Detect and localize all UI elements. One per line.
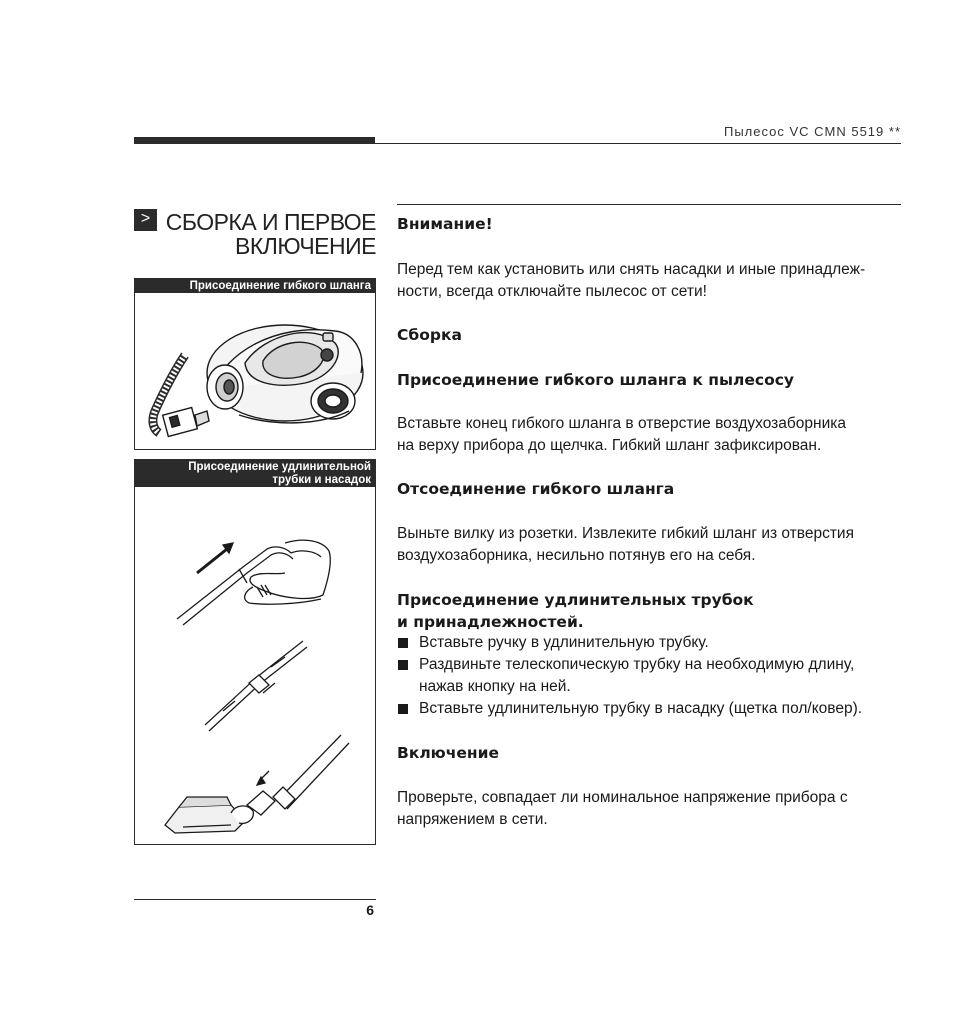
page-number: 6 [366,902,374,918]
switch-on-text [397,787,903,831]
header-title: Пылесос VC CMN 5519 ** [723,124,901,139]
section-marker-icon: > [134,209,157,231]
figure-caption [135,460,375,487]
hose-detach-line1: Выньте вилку из розетки. Извлеките гибкий шланг из отверстия [397,525,854,542]
list-item: Вставьте удлинительную трубку в насадку (щетка пол/ковер). [397,698,903,720]
hose-attach-text [397,413,903,457]
header-bar [134,137,375,144]
list-item: Раздвиньте телескопическую трубку на необходимую длину, нажав кнопку на ней. [397,654,903,698]
arrow-icon [197,549,227,573]
tube-assembly-illustration [135,487,375,839]
tubes-heading [397,589,903,633]
header-rule [375,143,901,144]
hose-detach-heading: Отсоединение гибкого шланга [397,480,675,498]
vacuum-cleaner-illustration [135,293,375,449]
hose-attach-heading: Присоединение гибкого шланга к пылесосу [397,371,795,389]
figure-hose-attach [134,278,376,450]
hose-attach-line1: Вставьте конец гибкого шланга в отверстие воздухозаборника [397,415,846,432]
hose-attach-line2: на верху прибора до щелчка. Гибкий шланг зафиксирован. [397,437,822,454]
warning-text-line2: ности, всегда отключайте пылесос от сети! [397,283,707,300]
tubes-bullet-list [397,632,903,720]
content-rule [397,204,901,205]
switch-on-line2: напряжением в сети. [397,811,548,828]
hose-detach-line2: воздухозаборника, несильно потянув его на себя. [397,547,756,564]
figure-tube-attach [134,459,376,845]
warning-heading: Внимание! [397,215,493,233]
figure-caption: Присоединение гибкого шланга [135,279,375,293]
section-title [160,210,376,258]
tubes-heading-line2: и принадлежностей. [397,613,584,631]
assembly-heading: Сборка [397,326,462,344]
section-title-line2: ВКЛЮЧЕНИЕ [235,233,376,259]
switch-on-heading: Включение [397,744,499,762]
figure-caption-line1: Присоединение удлинительной [188,461,371,473]
warning-text-line1: Перед тем как установить или снять насадки и иные принадлеж- [397,261,866,278]
footer-rule [134,899,376,900]
tubes-heading-line1: Присоединение удлинительных трубок [397,591,754,609]
hose-detach-text [397,523,903,567]
switch-on-line1: Проверьте, совпадает ли номинальное напряжение прибора с [397,789,848,806]
section-title-line1: СБОРКА И ПЕРВОЕ [165,209,376,235]
figure-caption-line2: трубки и насадок [272,474,371,486]
list-item: Вставьте ручку в удлинительную трубку. [397,632,903,654]
warning-text [397,259,903,303]
